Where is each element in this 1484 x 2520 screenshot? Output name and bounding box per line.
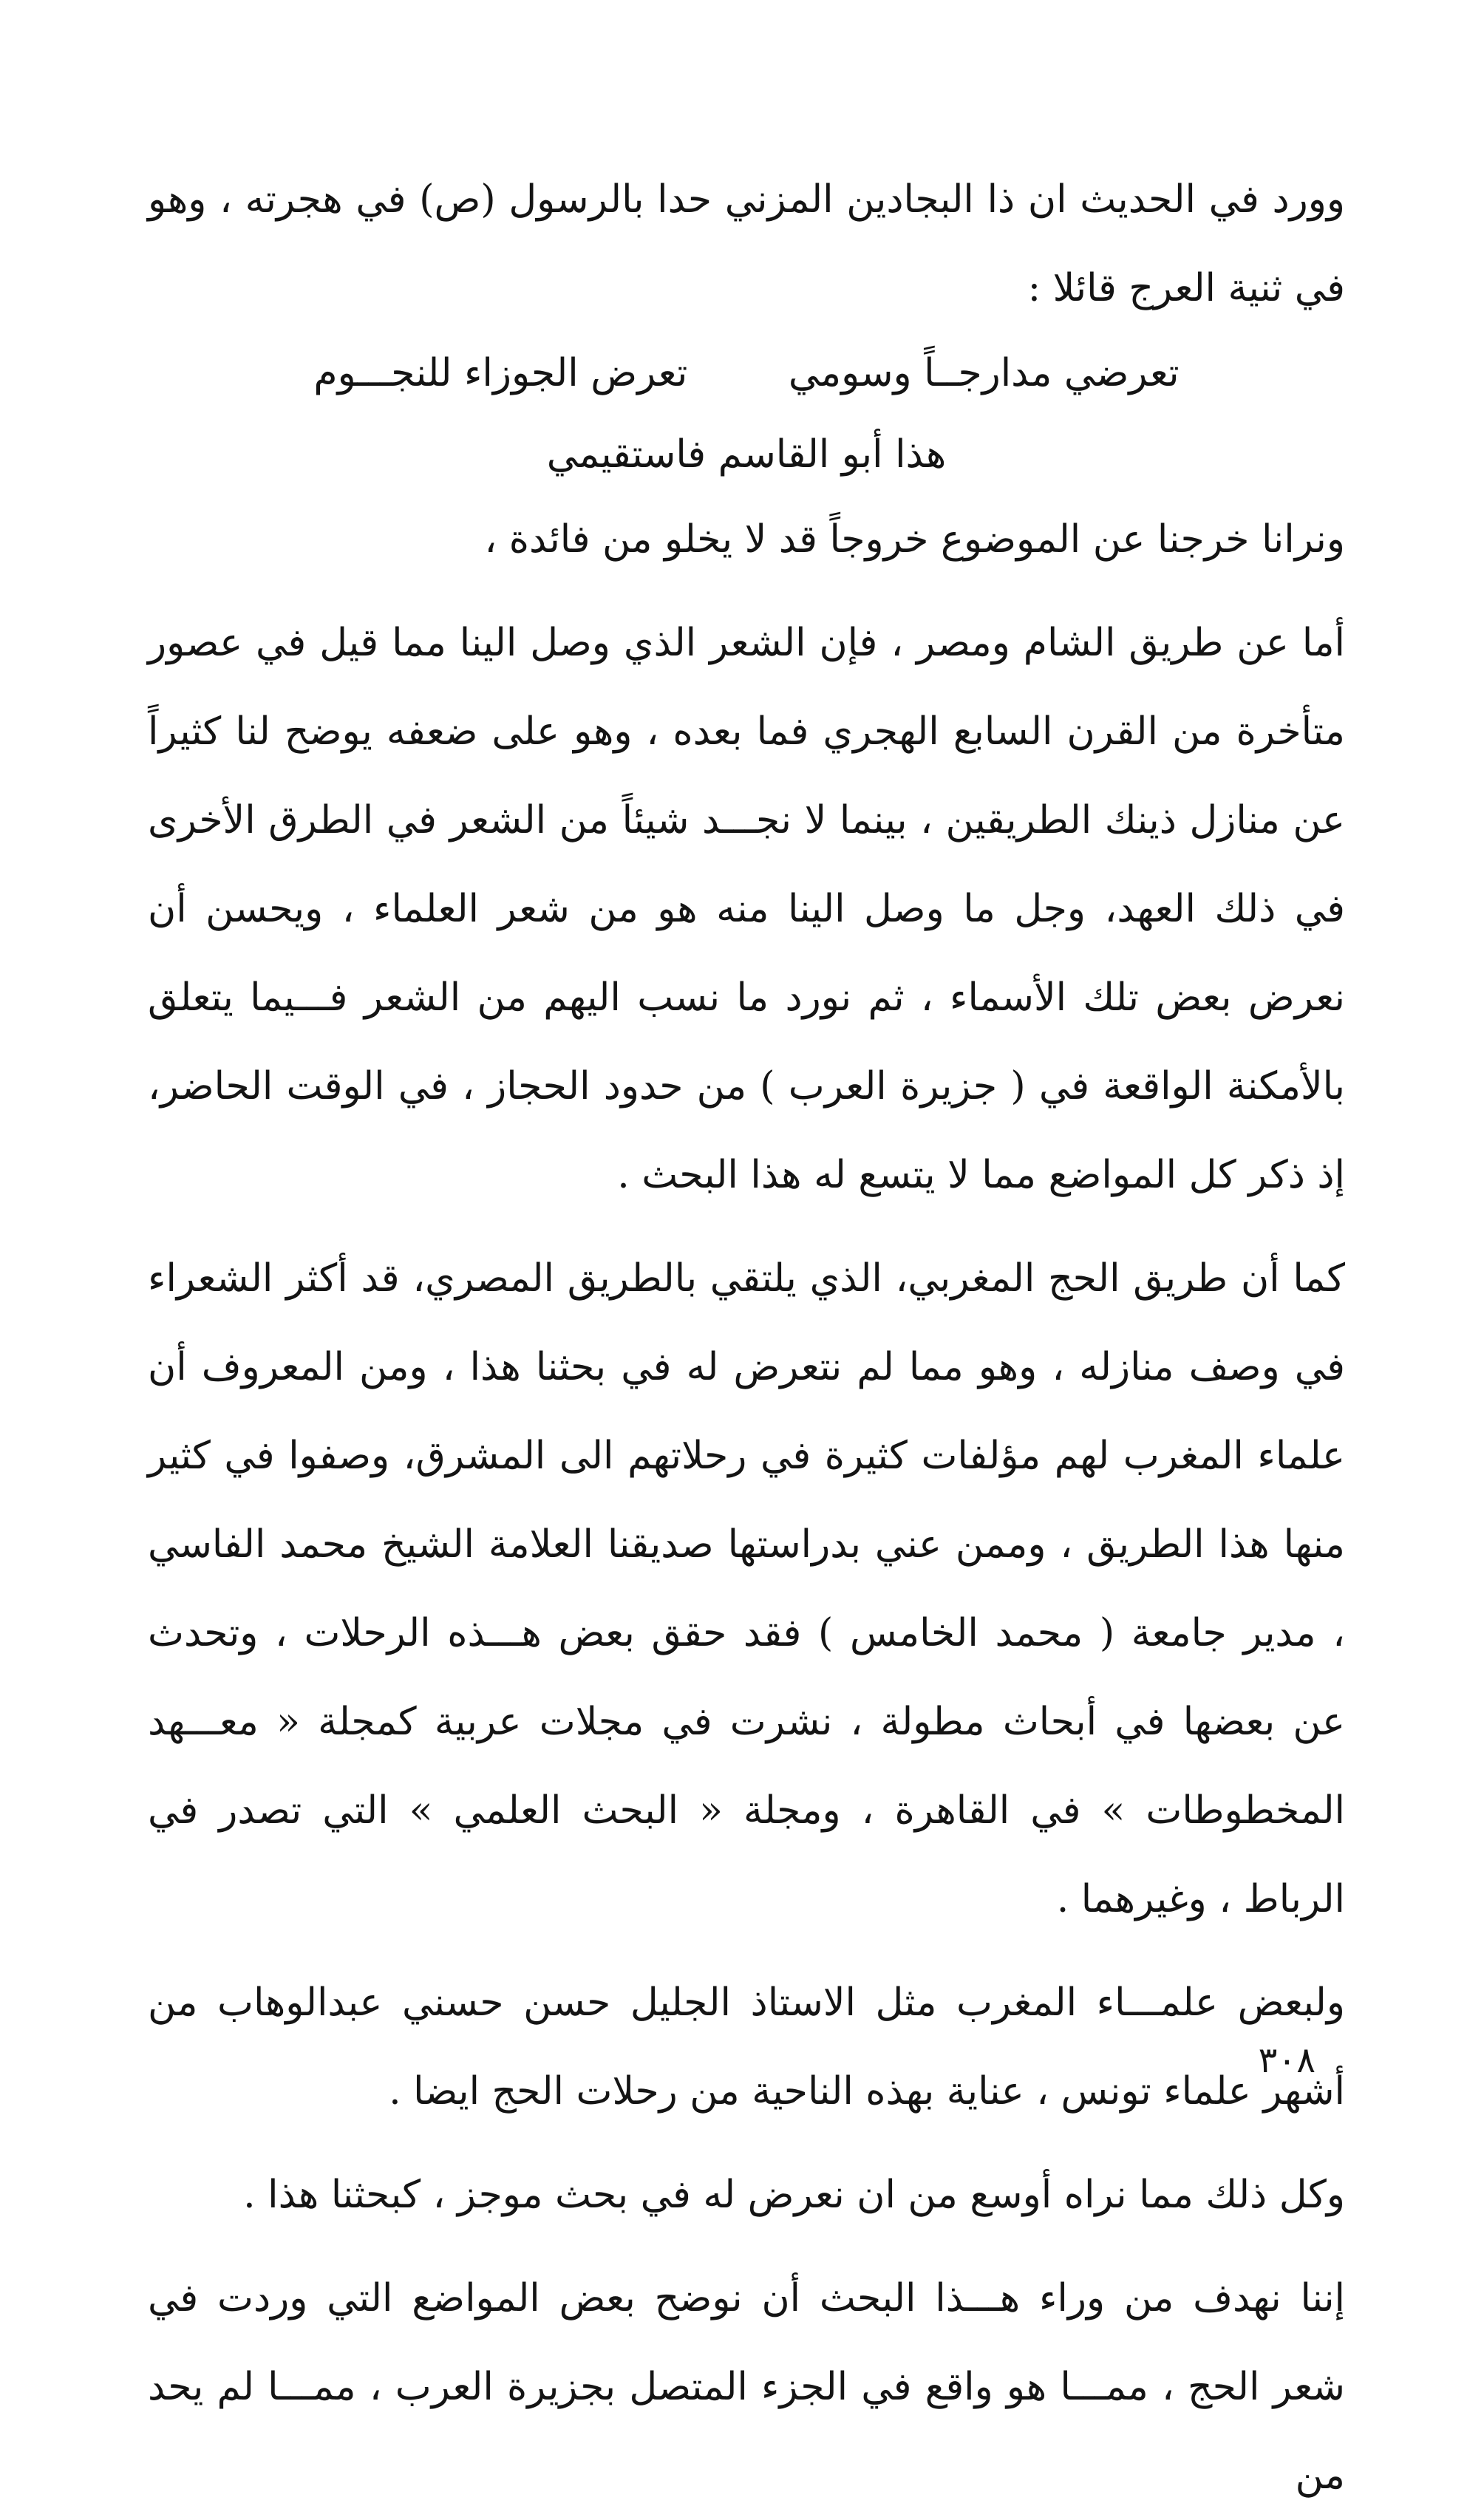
paragraph-digression-note: ونرانا خرجنا عن الموضوع خروجاً قد لا يخلو من فائدة ،	[484, 517, 1345, 562]
paragraph-sham-egypt-route: أما عن طريق الشام ومصر ، فإن الشعر الذي وصل الينا مما قيل في عصور متأخرة من القرن السابع الهجري فما بعده ، وهو على ضعفه يوضح لنا كثيراً عن منازل ذينك الطريقين ، بينما لا نجـــد شيئاً من الشعر في الطرق الأخرى في ذلك العهد، وجل ما وصل الينا منه هو من شعر العلماء ، ويحسن أن نعرض بعض تلك الأسماء ، ثم نورد ما نسب اليهم من الشعر فـــيما يتعلق بالأمكنة الواقعة في ( جزيرة العرب ) من حدود الحجاز ، في الوقت الحاضر، إذ ذكر كل المواضع مما لا يتسع له هذا البحث .	[148, 621, 1345, 1197]
paragraph-research-aim: إننا نهدف من وراء هـــذا البحث أن نوضح بعض المواضع التي وردت في شعر الحج ، ممـــا هو واقع في الجزء المتصل بجزيرة العرب ، ممـــا لم يحد من	[148, 2276, 1345, 2498]
paragraph-scope-note: وكل ذلك مما نراه أوسع من ان نعرض له في بحث موجز ، كبحثنا هذا .	[243, 2173, 1345, 2217]
page-number: ٣٠٨	[1258, 2040, 1315, 2081]
verse-line-1	[148, 333, 1345, 414]
page-body	[148, 155, 1345, 2520]
verse-hemistich-first: تعرضي مدارجــاً وسومي	[788, 351, 1180, 395]
verse-hemistich-second: تعرض الجوزاء للنجـــوم	[313, 351, 688, 395]
paragraph-hadith-intro: وورد في الحديث ان ذا البجادين المزني حدا بالرسول (ص) في هجرته ، وهو في ثنية العرج قائلا :	[148, 177, 1345, 310]
paragraph-maghreb-scholars: ولبعض علمـــاء المغرب مثل الاستاذ الجليل حسن حسني عبدالوهاب من أشهر علماء تونس ، عناية بهذه الناحية من رحلات الحج ايضا .	[148, 1981, 1345, 2114]
paragraph-maghreb-route: كما أن طريق الحج المغربي، الذي يلتقي بالطريق المصري، قد أكثر الشعراء في وصف منازله ، وهو مما لم نتعرض له في بحثنا هذا ، ومن المعروف أن علماء المغرب لهم مؤلفات كثيرة في رحلاتهم الى المشرق، وصفوا في كثير منها هذا الطريق ، وممن عني بدراستها صديقنا العلامة الشيخ محمد الفاسي ، مدير جامعة ( محمد الخامس ) فقد حقق بعض هـــذه الرحلات ، وتحدث عن بعضها في أبحاث مطولة ، نشرت في مجلات عربية كمجلة « معـــهد المخطوطات » في القاهرة ، ومجلة « البحث العلمي » التي تصدر في الرباط ، وغيرهما .	[148, 1256, 1345, 1921]
verse-line-2: هذا أبو القاسم فاستقيمي	[546, 432, 947, 477]
verse-block	[148, 333, 1345, 495]
